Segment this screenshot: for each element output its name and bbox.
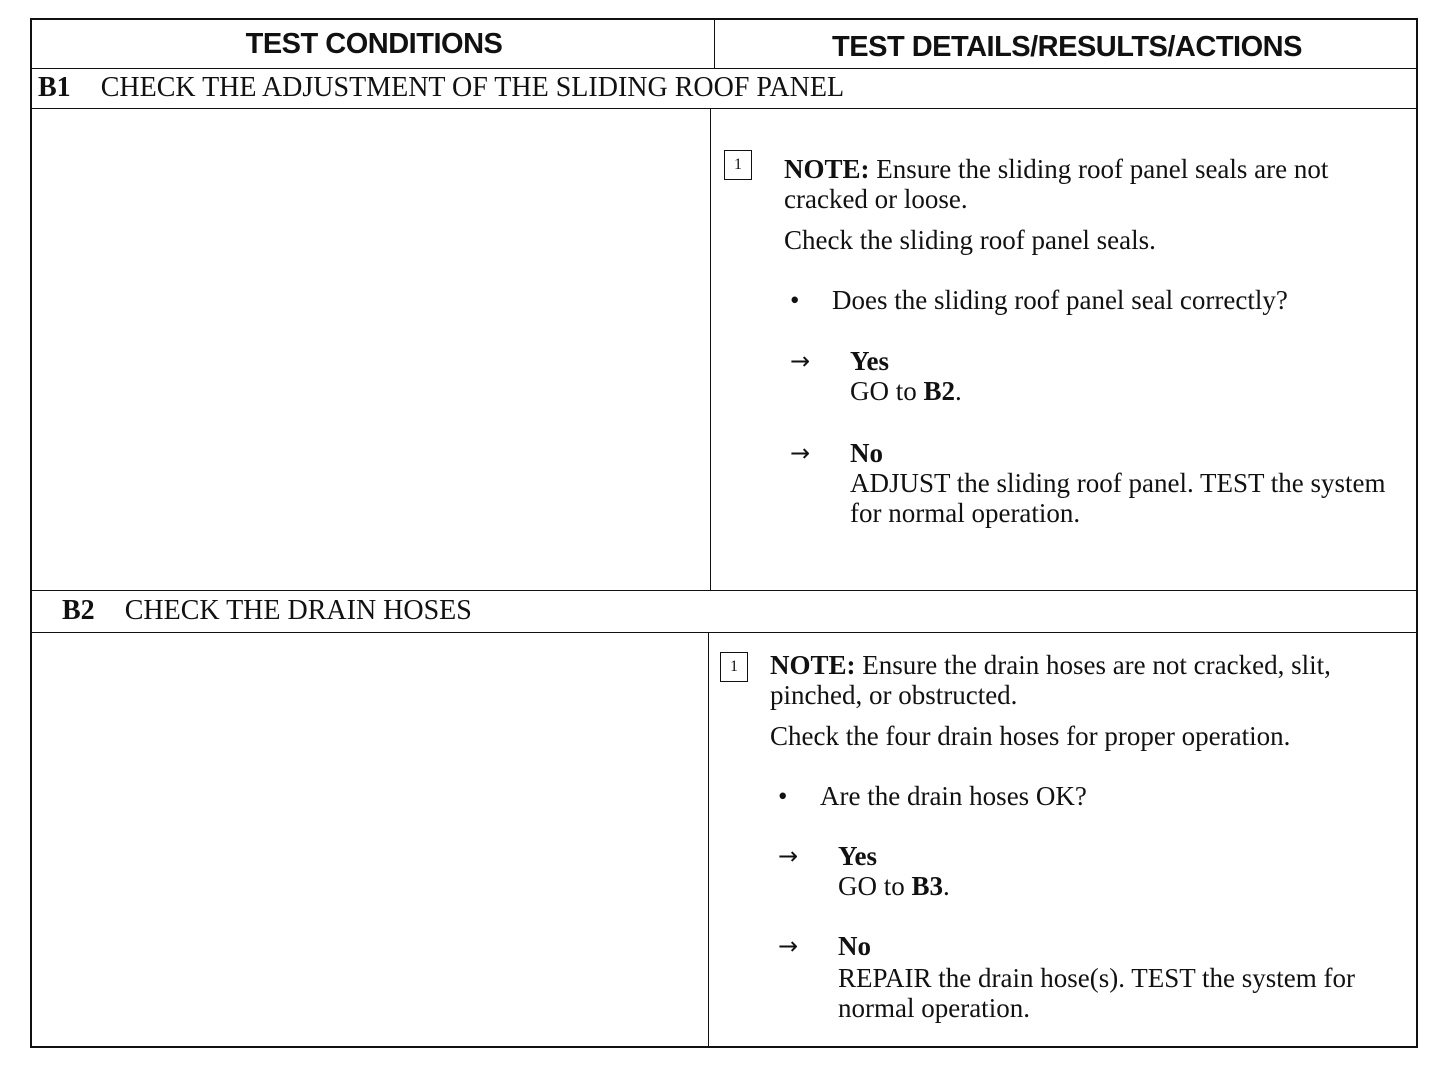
section-b2-note-label: NOTE:: [770, 650, 856, 680]
section-b1-yes-arrow-icon: →: [790, 347, 811, 375]
section-b2-note-text: Ensure the drain hoses are not cracked, slit, pinched, or obstructed.: [770, 650, 1331, 710]
section-b2-title-text: CHECK THE DRAIN HOSES: [124, 595, 472, 626]
section-b1-bullet: •: [790, 285, 800, 315]
header-test-details: TEST DETAILS/RESULTS/ACTIONS: [832, 31, 1302, 63]
section-b1-step-box: 1: [724, 150, 752, 180]
section-b2-bullet: •: [778, 781, 788, 811]
section-b2-step-box: 1: [720, 652, 748, 682]
section-b2-title-rule: [32, 632, 1418, 633]
section-b2-yes-action: [838, 871, 1378, 901]
section-b1-note: [784, 154, 1404, 214]
section-b2-question: Are the drain hoses OK?: [820, 781, 1087, 811]
section-b2-code: B2: [62, 595, 95, 626]
section-b1-yes-prefix: GO to: [850, 376, 917, 406]
section-b2-divider: [708, 632, 709, 1048]
section-b2-no-action: REPAIR the drain hose(s). TEST the system for normal operation.: [838, 963, 1355, 1023]
diagnostic-table: [30, 18, 1418, 1048]
section-b2-title: [62, 590, 472, 632]
section-b1-instruction: Check the sliding roof panel seals.: [784, 225, 1156, 255]
section-b1-title-text: CHECK THE ADJUSTMENT OF THE SLIDING ROOF PANEL: [100, 72, 845, 103]
section-b2-instruction: Check the four drain hoses for proper operation.: [770, 721, 1291, 751]
section-b2-yes-label: Yes: [838, 841, 877, 871]
section-b1-yes-action: [850, 376, 1390, 406]
section-b1-no-action: ADJUST the sliding roof panel. TEST the system for normal operation.: [850, 468, 1386, 528]
header-divider: [714, 20, 715, 68]
section-b1-note-text: Ensure the sliding roof panel seals are not cracked or loose.: [784, 154, 1329, 214]
section-b2-no-label: No: [838, 931, 871, 961]
section-b2-note: [770, 650, 1390, 710]
section-b2-yes-target: B3: [911, 871, 944, 901]
section-b2-yes-suffix: .: [943, 871, 950, 901]
section-b1-code: B1: [38, 72, 71, 103]
section-b1-divider: [710, 108, 711, 590]
section-b1-yes-label: Yes: [850, 346, 889, 376]
header-test-conditions: TEST CONDITIONS: [245, 28, 503, 60]
section-b2-no-arrow-icon: →: [778, 932, 799, 960]
section-b1-question: Does the sliding roof panel seal correctly?: [832, 285, 1288, 315]
section-b1-title: [38, 68, 844, 108]
section-b1-note-label: NOTE:: [784, 154, 870, 184]
section-b1-no-label: No: [850, 438, 883, 468]
section-b1-yes-target: B2: [923, 376, 956, 406]
section-b1-yes-suffix: .: [955, 376, 962, 406]
section-b1-title-rule: [32, 108, 1418, 109]
section-b1-no-arrow-icon: →: [790, 439, 811, 467]
section-b2-yes-prefix: GO to: [838, 871, 905, 901]
section-b2-yes-arrow-icon: →: [778, 842, 799, 870]
